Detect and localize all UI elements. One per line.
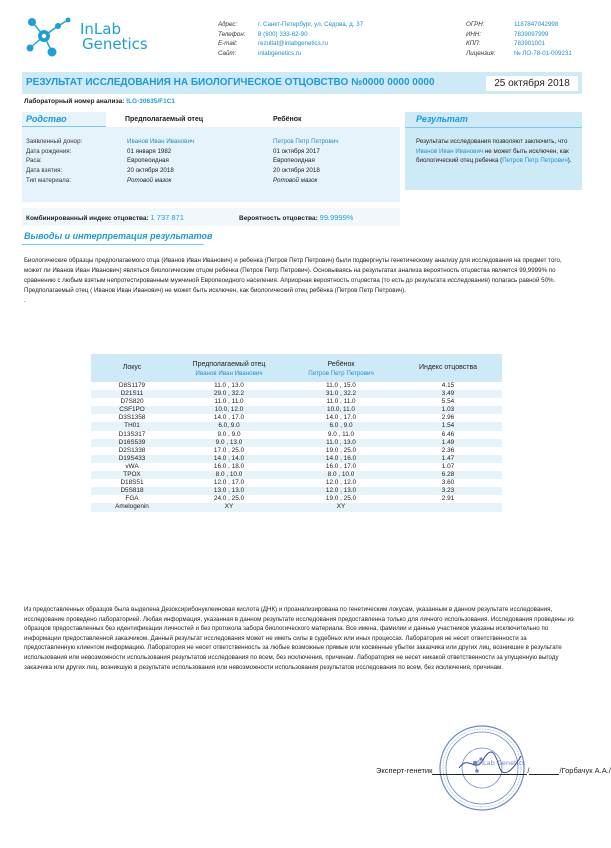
page-title: РЕЗУЛЬТАТ ИССЛЕДОВАНИЯ НА БИОЛОГИЧЕСКОЕ ОТЦОВСТВО №0000 0000 0000 (26, 77, 435, 88)
birthdate-label: Дата рождения: (26, 148, 72, 155)
cell-father: 11.0 , 13.0 (214, 382, 244, 389)
contacts-left (218, 20, 363, 58)
table-row (91, 479, 502, 487)
lab-number (24, 98, 175, 105)
cell-child: XY (336, 503, 346, 511)
cell-locus: D18S51 (120, 479, 144, 487)
table-row (91, 455, 502, 463)
probability (239, 213, 353, 222)
cell-child: 6.0 , 9.0 (329, 422, 353, 430)
contact-label: ОГРН: (466, 21, 485, 28)
cell-index: 2.91 (441, 495, 455, 503)
contact-phone (218, 30, 363, 40)
father-name: Иванов Иван Иванович (127, 138, 195, 145)
father-race: Европеоидная (127, 157, 169, 164)
cell-child: 10.0, 11.0 (327, 406, 355, 414)
conclusions-text (24, 256, 576, 306)
cell-locus: TPOX (123, 471, 141, 479)
cell-child: 31.0 , 32.2 (325, 390, 357, 398)
table-row (91, 463, 502, 471)
cell-child: 19.0 , 25.0 (325, 446, 357, 454)
cell-father: 9.0 , 9.0 (217, 430, 241, 438)
result-text (416, 137, 576, 166)
result-header (405, 112, 582, 128)
contact-email (218, 39, 363, 49)
cell-child: 11.0 , 11.0 (326, 398, 356, 406)
contact-ogrn (466, 20, 572, 30)
cell-index: 1.54 (441, 422, 455, 430)
table-row (91, 414, 502, 422)
cell-index: 5.54 (441, 398, 455, 406)
cell-locus: D7S820 (120, 398, 144, 406)
cell-locus: FGA (125, 495, 139, 503)
kinship-tab (22, 112, 106, 127)
cell-father: 29.0 , 32.2 (213, 390, 245, 398)
table-row (91, 422, 502, 430)
contact-label: Сайт: (218, 49, 237, 57)
table-row (91, 406, 502, 414)
cell-locus: D3S1358 (118, 414, 146, 422)
conclusions-dot: . (24, 296, 26, 304)
contact-site (218, 49, 363, 59)
child-name: Петров Петр Петрович (273, 138, 339, 145)
phone-link[interactable]: 8 (800) 333-62-90 (258, 30, 308, 38)
cell-child: 11.0 , 15.0 (326, 382, 356, 389)
contact-label: E-mail: (218, 40, 238, 48)
handwritten-signature (455, 748, 525, 776)
conclusions-header-label: Выводы и интерпретация результатов (24, 231, 213, 241)
contact-value: 783901001 (514, 40, 545, 48)
table-row (91, 495, 502, 503)
header-index: Индекс отцовства (418, 364, 478, 371)
header-child: Ребёнок (327, 361, 355, 368)
child-race: Европеоидная (273, 157, 315, 164)
father-collection-date: 20 октября 2018 (127, 167, 174, 174)
cell-father: 12.0 , 17.0 (213, 479, 245, 487)
collection-date-label: Дата взятия: (26, 167, 63, 174)
table-row (91, 447, 502, 455)
cell-child: 9.0 , 11.0 (327, 430, 355, 438)
cell-father: XY (224, 503, 234, 511)
contact-license (466, 49, 572, 59)
cell-father: 14.0 , 17.0 (213, 414, 245, 422)
cell-locus: D16S539 (118, 438, 146, 446)
combined-index-label: Комбинированный индекс отцовства: (26, 215, 149, 222)
cell-index: 3.60 (441, 479, 455, 487)
probability-label: Вероятность отцовства: (239, 215, 318, 222)
cell-child: 11.0 , 13.0 (326, 438, 356, 446)
cell-locus: D21S11 (120, 390, 144, 398)
material-label: Тип материала: (26, 177, 71, 184)
company-logo (22, 14, 148, 64)
result-text-part: Результаты исследования позволяют заключить, что (416, 138, 568, 145)
contact-inn (466, 30, 572, 40)
signature-slash: / (527, 766, 530, 775)
child-collection-date: 20 октября 2018 (273, 167, 320, 174)
contact-kpp (466, 39, 572, 49)
lab-number-value: ILG-30635/F1C1 (126, 98, 176, 105)
brand-name (80, 22, 148, 52)
cell-index: 6.46 (441, 430, 455, 438)
contact-value: 7839097999 (514, 30, 549, 38)
table-body (91, 382, 502, 512)
header-child-name: Петров Петр Петрович (308, 370, 374, 377)
cell-index: 1.49 (441, 438, 455, 446)
table-row (91, 471, 502, 479)
cell-index: 2.96 (441, 414, 455, 422)
conclusions-section-header (22, 231, 213, 245)
contact-value: 1187847042998 (514, 21, 559, 28)
result-panel (405, 112, 582, 190)
table-row (91, 431, 502, 439)
child-material: Ротовой мазок (273, 177, 318, 184)
loci-table (91, 354, 502, 512)
brand-line1: InLab (80, 20, 122, 38)
kinship-tab-label: Родство (26, 114, 67, 124)
cell-index: 1.07 (441, 462, 455, 470)
email-link[interactable]: rezultat@inlabgenetics.ru (258, 40, 328, 48)
probability-value: 99.9999% (319, 213, 354, 222)
conclusions-paragraph: Биологические образцы предполагаемого отца (Иванов Иван Иванович) и ребенка (Петров Петр Петрович) были подвергнуты генетическому анализу для исследования на предмет того, может ли Иванов Иван Иванович) являться биологическим отцом ребенка (Петров Петр Петрович). Основываясь на результатах анализа вероятность отцовства является 99,9999% по сравнению с любым взятым непротестированным мужчиной Европеоидного населения. Априорная вероятность отцовства (то есть до результата исследования) полагась равной 50%. Предполагаемый отец ( Иванов Иван Иванович) не может быть исключен, как биологический отец ребёнка (Петров Петр Петрович). (24, 257, 562, 294)
signature-prefix: Эксперт-генетик (376, 766, 433, 775)
cell-index: 4.15 (441, 382, 455, 389)
cell-child: 8.0 , 10.0 (327, 471, 355, 479)
table-row (91, 503, 502, 511)
col-child-heading: Ребёнок (273, 116, 302, 123)
kinship-panel (22, 112, 400, 202)
table-row (91, 439, 502, 447)
contact-label: ИНН: (466, 30, 482, 38)
cell-father: 16.0 , 18.0 (213, 462, 245, 470)
brand-line2: Genetics (82, 35, 148, 53)
combined-index (26, 213, 184, 222)
cell-index: 3.49 (441, 390, 455, 398)
cell-child: 14.0 , 16.0 (325, 454, 357, 462)
race-label: Раса: (26, 157, 42, 164)
disclaimer: Из предоставленных образцов была выделена Дезоксирибонуклеиновая кислота (ДНК) и проанализирована по генетическим локусам, указанным в данном результате исследования, исследование проведено лабораторией. Любая информация, указанная в данном результате исследования предоставленна только для личного использования. Исследования проведены из образцов предоставленных без идентификации личностей и без протокола забора биологического материала. Все имена, фамилии и данные участников указаны исключительно по информации предоставленной заказчиком. Данный результат исследования может не иметь силы в судебных или иных процессах. Лаборатория не несет ответственности за предоставленную клиентом информацию. Лаборатория не несет ответственность за любые возможные прямые или косвенные убытки заказчика или других лиц, возникшие в результате использования или невозможности использования результатов исследования по всем, без исключения, причинам. Лаборатория не несет никакой ответственности за упущенную выгоду заказчика или других лиц, возникшую в результате использования или невозможности использования результатов исследования по всем, без исключения, причинам. (24, 606, 574, 671)
cell-locus: CSF1PO (119, 406, 145, 414)
father-birthdate: 01 января 1982 (127, 148, 172, 155)
cell-father: 14.0 , 14.0 (213, 454, 245, 462)
cell-locus: vWA (125, 462, 139, 470)
table-row (91, 487, 502, 495)
cell-locus: TH01 (124, 422, 140, 430)
cell-father: 17.0 , 25.0 (213, 446, 245, 454)
contact-address (218, 20, 363, 30)
table-header (91, 354, 502, 382)
contact-value: г. Санкт-Петербург, ул. Седова, д. 37 (258, 21, 364, 28)
cell-child: 14.0 , 17.0 (325, 414, 357, 422)
contact-label: Адрес: (218, 21, 238, 28)
stamp-text: InLab Genetics (477, 759, 526, 767)
molecule-logo-icon (22, 14, 78, 60)
cell-locus: D19S433 (118, 454, 146, 462)
lab-number-label: Лабораторный номер анализа: (24, 98, 125, 105)
cell-locus: D5S818 (120, 487, 144, 495)
contact-label: КПП: (466, 40, 481, 48)
cell-child: 19.0 , 25.0 (325, 495, 357, 503)
father-material: Ротовой мазок (127, 177, 172, 184)
cell-index: 2.36 (441, 446, 455, 454)
result-child-name: Петров Петр Петрович (502, 157, 568, 164)
donor-label: Заявленный донор: (26, 138, 83, 145)
cell-father: 24.0 , 25.0 (213, 495, 245, 503)
cell-index: 1.47 (441, 454, 455, 462)
table-row (91, 390, 502, 398)
website-link[interactable]: inlabgenetics.ru (258, 49, 302, 57)
cell-index: 1.03 (441, 406, 455, 414)
report-date: 25 октября 2018 (486, 76, 578, 91)
contact-label: Лицензия: (466, 49, 496, 57)
cell-father: 6.0, 9.0 (218, 422, 240, 430)
result-father-name: Иванов Иван Иванович (416, 147, 484, 155)
cell-child: 12.0 , 12.0 (325, 479, 357, 487)
header-father: Предполагаемый отец (192, 361, 266, 368)
table-row (91, 398, 502, 406)
cell-index: 3.23 (441, 487, 455, 495)
cell-father: 11.0 , 11.0 (214, 398, 244, 406)
child-birthdate: 01 октября 2017 (273, 148, 320, 155)
signature-blank (529, 767, 559, 775)
cell-father: 13.0 , 13.0 (213, 487, 245, 495)
cell-locus: D8S1179 (118, 382, 146, 389)
cell-father: 10.0, 12.0 (214, 406, 244, 414)
combined-index-value: 1 737 871 (150, 213, 184, 222)
result-text-part: не может быть исключен, как биологический отец ребенка ( (416, 147, 569, 164)
result-header-label: Результат (416, 114, 468, 124)
cell-locus: Amelogenin (115, 503, 149, 511)
cell-father: 9.0 , 13.0 (215, 438, 243, 446)
cell-locus: D2S1338 (118, 446, 146, 454)
contact-label: Телефон: (218, 30, 246, 38)
contacts-right (466, 20, 572, 58)
title-bar (22, 72, 582, 94)
header-locus: Локус (122, 364, 142, 371)
cell-child: 12.0 , 13.0 (325, 487, 357, 495)
header-father-name: Иванов Иван Иванович (195, 370, 263, 377)
cell-locus: D13S317 (118, 430, 146, 438)
signature-name: /Горбачук А.А./ (559, 766, 611, 775)
cell-index: 6.28 (441, 471, 455, 479)
index-bar (22, 208, 400, 226)
cell-child: 16.0 , 17.0 (325, 462, 357, 470)
col-father-heading: Предполагаемый отец (125, 116, 204, 123)
table-row (91, 382, 502, 390)
result-text-part: ). (567, 157, 572, 164)
cell-father: 8.0 , 10.0 (215, 471, 243, 479)
contact-value: № ЛО-78-01-009231 (514, 49, 572, 57)
